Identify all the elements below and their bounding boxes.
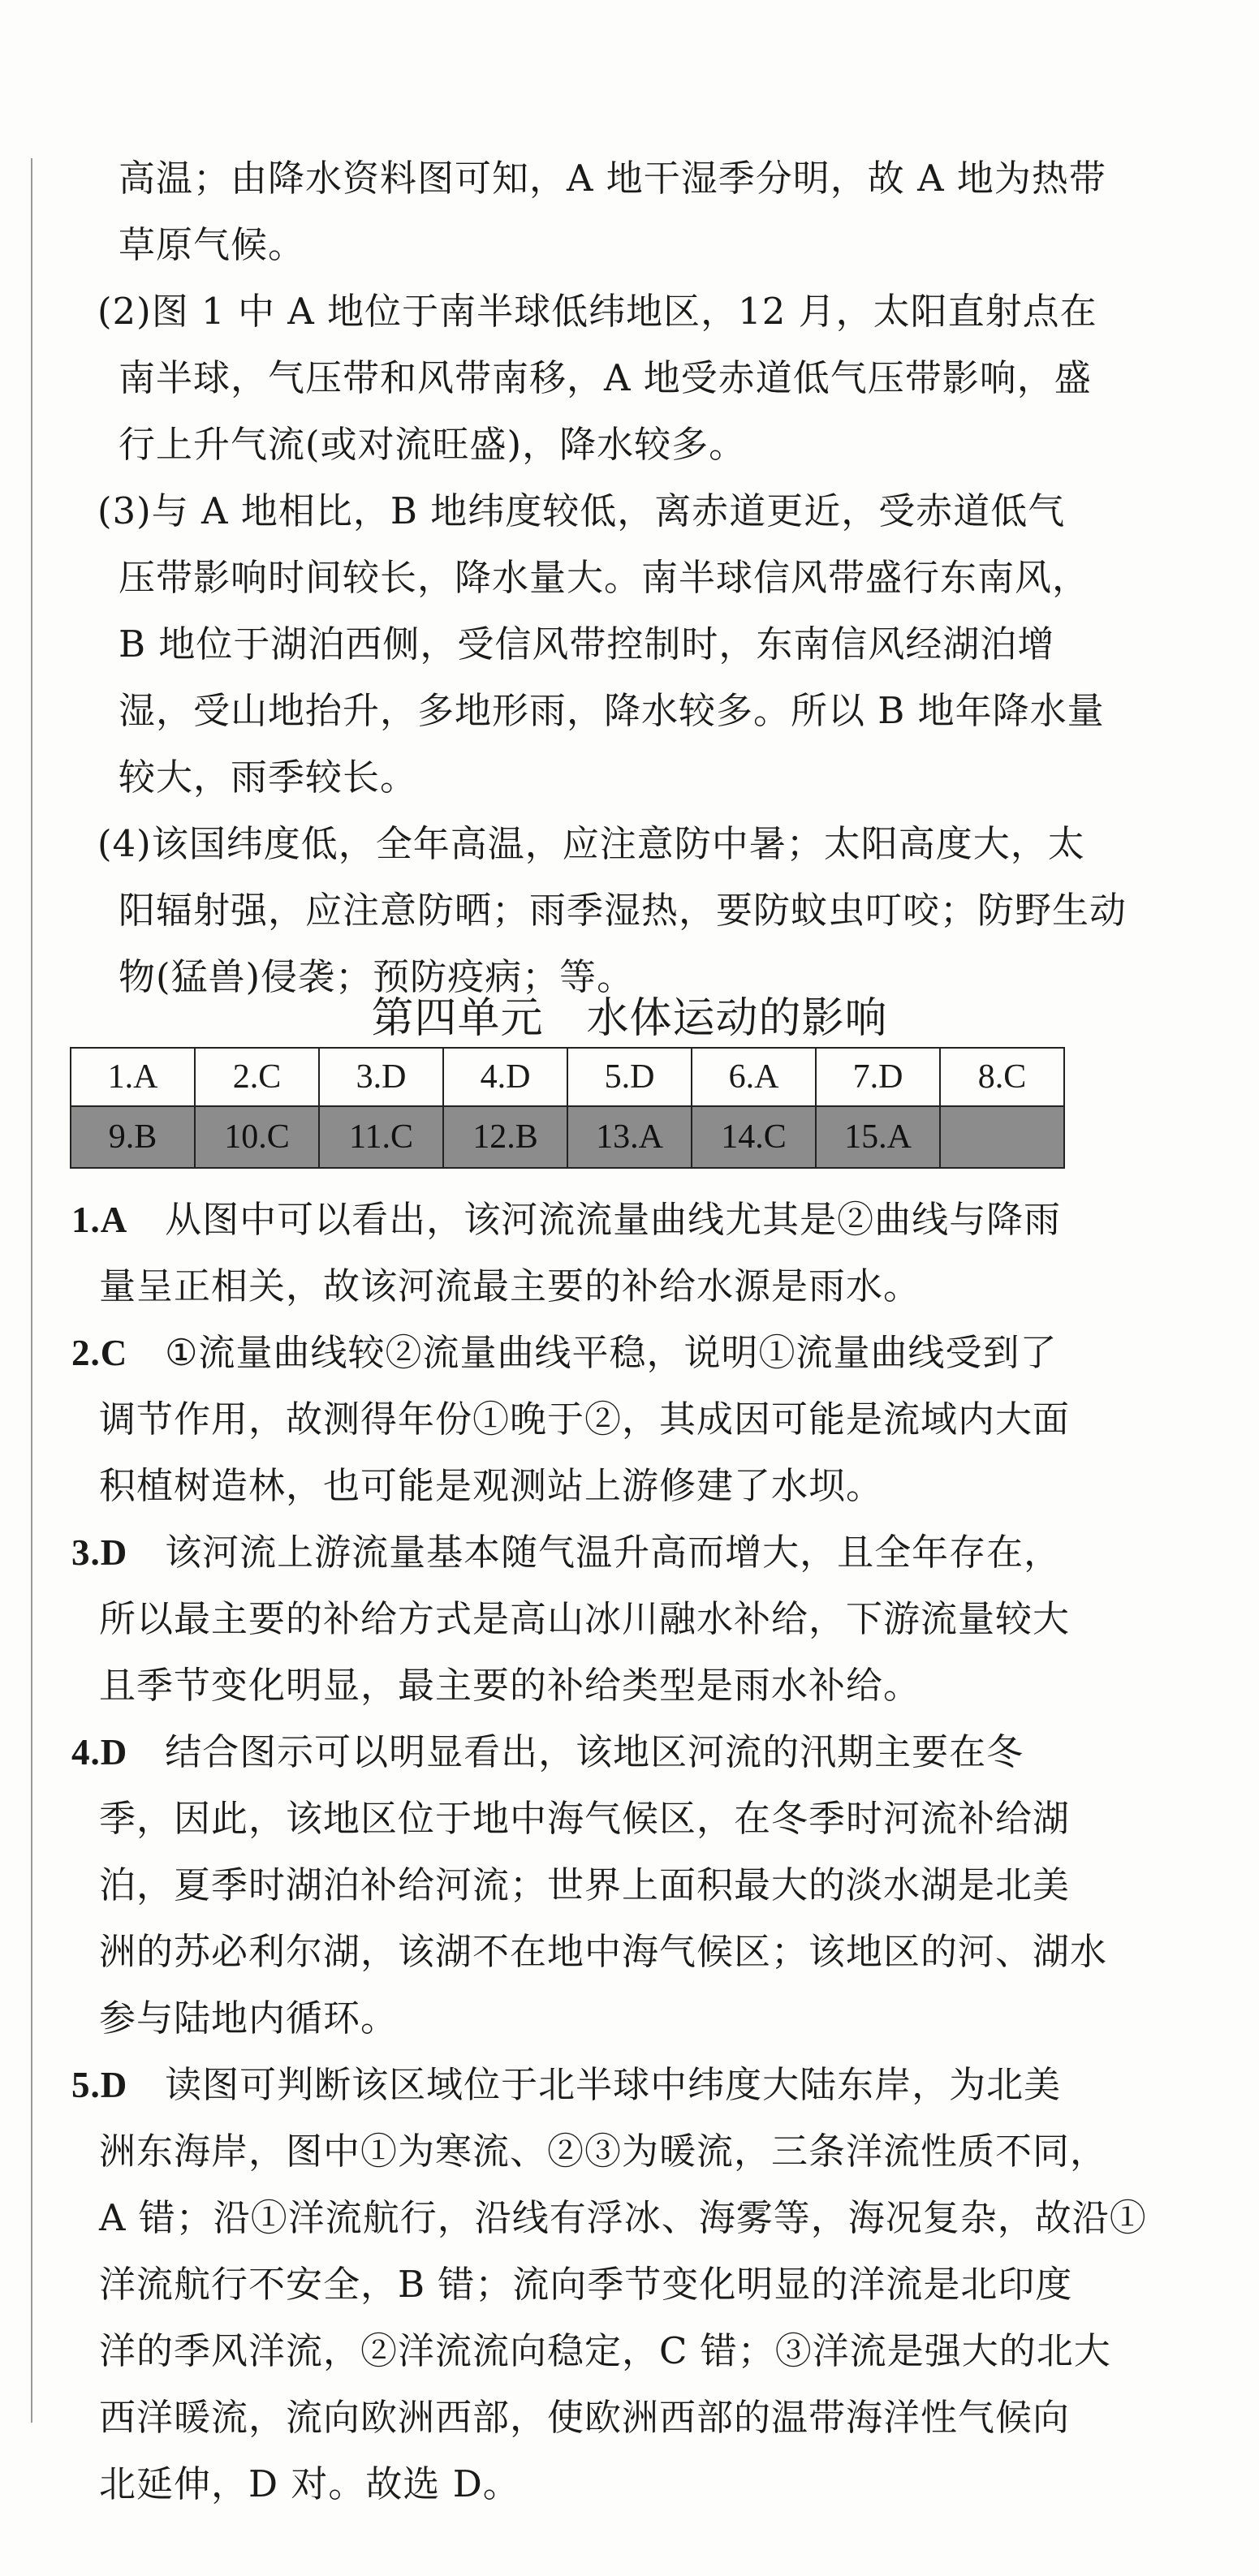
answer-cell: 10.C — [195, 1106, 319, 1168]
answer-cell: 4.D — [443, 1048, 567, 1106]
answer-4 — [71, 1720, 1029, 1785]
text-line: 量呈正相关，故该河流最主要的补给水源是雨水。 — [99, 1264, 921, 1307]
text-line: 湿，受山地抬升，多地形雨，降水较多。所以 B 地年降水量 — [119, 689, 1105, 732]
answer-text: 从图中可以看出，该河流流量曲线尤其是②曲线与降雨 — [165, 1198, 1062, 1241]
text-line: 洋的季风洋流，②洋流流向稳定，C 错；③洋流是强大的北大 — [99, 2329, 1111, 2372]
text-line: 草原气候。 — [119, 223, 306, 266]
text-line: (4)该国纬度低，全年高温，应注意防中暑；太阳高度大，太 — [97, 822, 1085, 865]
answer-3 — [71, 1520, 1062, 1585]
text-line: 洋流航行不安全，B 错；流向季节变化明显的洋流是北印度 — [99, 2263, 1073, 2306]
text-line: 洲的苏必利尔湖，该湖不在地中海气候区；该地区的河、湖水 — [99, 1930, 1108, 1973]
table-row — [71, 1048, 1064, 1106]
text-line: 南半球，气压带和风带南移，A 地受赤道低气压带影响，盛 — [119, 356, 1092, 399]
answer-key-table — [70, 1047, 1065, 1169]
text-line: (3)与 A 地相比，B 地纬度较低，离赤道更近，受赤道低气 — [97, 489, 1066, 532]
answer-label: 3.D — [71, 1532, 128, 1573]
text-line: 行上升气流(或对流旺盛)，降水较多。 — [119, 423, 747, 466]
answer-1 — [71, 1187, 1062, 1252]
answer-2 — [71, 1320, 1058, 1385]
answer-cell: 14.C — [692, 1106, 816, 1168]
answer-cell: 15.A — [816, 1106, 940, 1168]
answer-label: 2.C — [71, 1333, 128, 1373]
answer-cell: 1.A — [71, 1048, 195, 1106]
text-line: 且季节变化明显，最主要的补给类型是雨水补给。 — [99, 1664, 921, 1707]
text-line: 较大，雨季较长。 — [119, 756, 418, 799]
text-line: 阳辐射强，应注意防晒；雨季湿热，要防蚊虫叮咬；防野生动 — [119, 889, 1127, 932]
table-row — [71, 1106, 1064, 1168]
text-line: 所以最主要的补给方式是高山冰川融水补给，下游流量较大 — [99, 1597, 1071, 1640]
answer-text: 该河流上游流量基本随气温升高而增大，且全年存在， — [165, 1531, 1062, 1574]
section-title: 第四单元 水体运动的影响 — [371, 994, 888, 1043]
text-line: 季，因此，该地区位于地中海气候区，在冬季时河流补给湖 — [99, 1797, 1071, 1840]
answer-cell: 13.A — [567, 1106, 692, 1168]
margin-rule — [31, 158, 32, 2423]
answer-label: 4.D — [71, 1732, 128, 1773]
answer-label: 5.D — [71, 2065, 128, 2105]
answer-cell: 5.D — [567, 1048, 692, 1106]
answer-cell — [940, 1106, 1064, 1168]
answer-label: 1.A — [71, 1200, 128, 1240]
answer-text: 读图可判断该区域位于北半球中纬度大陆东岸，为北美 — [165, 2063, 1062, 2106]
answer-cell: 12.B — [443, 1106, 567, 1168]
answer-text: 结合图示可以明显看出，该地区河流的汛期主要在冬 — [165, 1730, 1024, 1773]
text-line: 积植树造林，也可能是观测站上游修建了水坝。 — [99, 1464, 884, 1507]
text-line: B 地位于湖泊西侧，受信风带控制时，东南信风经湖泊增 — [119, 622, 1055, 666]
text-line: 西洋暖流，流向欧洲西部，使欧洲西部的温带海洋性气候向 — [99, 2396, 1071, 2439]
text-line: (2)图 1 中 A 地位于南半球低纬地区，12 月，太阳直射点在 — [97, 290, 1097, 333]
answer-cell: 7.D — [816, 1048, 940, 1106]
text-line: 洲东海岸，图中①为寒流、②③为暖流，三条洋流性质不同， — [99, 2130, 1108, 2173]
answer-cell: 9.B — [71, 1106, 195, 1168]
text-line: 高温；由降水资料图可知，A 地干湿季分明，故 A 地为热带 — [119, 157, 1106, 200]
text-line: 北延伸，D 对。故选 D。 — [99, 2462, 520, 2505]
text-line: 物(猛兽)侵袭；预防疫病；等。 — [119, 955, 635, 998]
answer-cell: 6.A — [692, 1048, 816, 1106]
answer-cell: 3.D — [319, 1048, 443, 1106]
text-line: 泊，夏季时湖泊补给河流；世界上面积最大的淡水湖是北美 — [99, 1863, 1071, 1906]
text-line: 参与陆地内循环。 — [99, 1997, 399, 2040]
text-line: 压带影响时间较长，降水量大。南半球信风带盛行东南风， — [119, 556, 1090, 599]
text-line: A 错；沿①洋流航行，沿线有浮冰、海雾等，海况复杂，故沿① — [99, 2196, 1147, 2239]
answer-cell: 8.C — [940, 1048, 1064, 1106]
text-line: 调节作用，故测得年份①晚于②，其成因可能是流域内大面 — [99, 1398, 1071, 1441]
answer-cell: 2.C — [195, 1048, 319, 1106]
answer-cell: 11.C — [319, 1106, 443, 1168]
answer-5 — [71, 2053, 1062, 2117]
answer-text: ①流量曲线较②流量曲线平稳，说明①流量曲线受到了 — [165, 1331, 1058, 1374]
